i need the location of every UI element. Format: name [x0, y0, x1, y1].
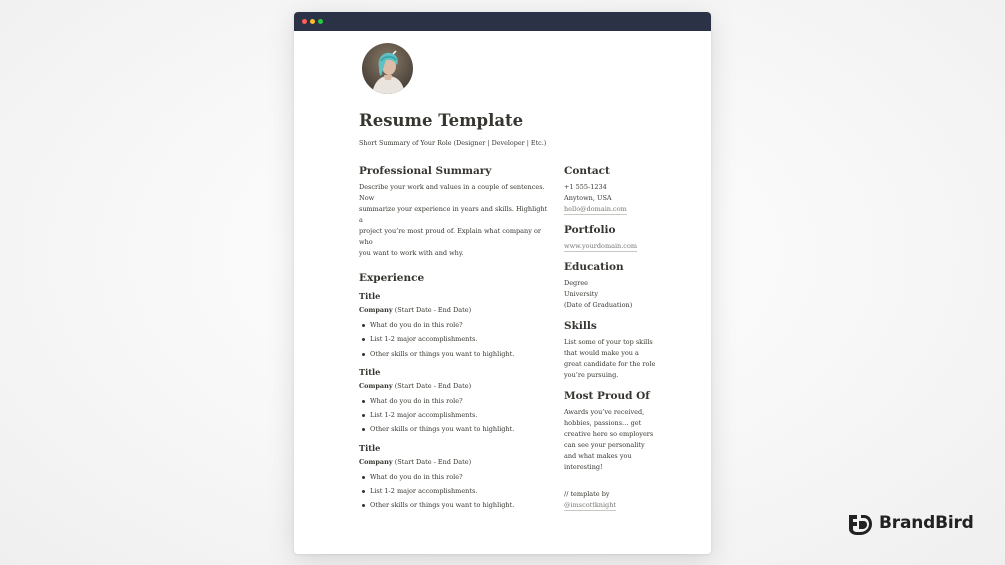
- most-proud-of-section: [564, 389, 664, 473]
- list-item: List 1-2 major accomplishments.: [370, 332, 549, 346]
- job-bullets: [359, 318, 549, 361]
- portfolio-link[interactable]: www.yourdomain.com: [564, 242, 638, 250]
- proud-heading: Most Proud Of: [564, 390, 650, 402]
- job-bullets: [359, 470, 549, 513]
- minimize-window-button[interactable]: [310, 19, 315, 24]
- job-title: Title: [359, 442, 381, 453]
- job-company: Company: [359, 457, 393, 466]
- job-entry: [359, 367, 549, 437]
- brand-name: BrandBird: [879, 513, 974, 533]
- template-credit: [564, 489, 664, 511]
- skills-line: List some of your top skills: [564, 338, 653, 346]
- list-item: What do you do in this role?: [370, 318, 549, 332]
- proud-line: can see your personality: [564, 441, 645, 449]
- avatar-photo-icon: [362, 43, 413, 94]
- proud-line: hobbies, passions… get: [564, 419, 642, 427]
- job-dates: (Start Date - End Date): [394, 306, 472, 314]
- skills-section: [564, 319, 664, 381]
- portfolio-heading: Portfolio: [564, 224, 616, 236]
- maximize-window-button[interactable]: [318, 19, 323, 24]
- education-degree: Degree: [564, 279, 589, 287]
- summary-line: Describe your work and values in a couple of sentences. Now: [359, 183, 545, 202]
- brandbird-watermark: [848, 511, 978, 537]
- browser-window: [294, 12, 711, 554]
- list-item: Other skills or things you want to highlight.: [370, 347, 549, 361]
- proud-line: creative here so employers: [564, 430, 654, 438]
- job-bullets: [359, 394, 549, 437]
- job-company: Company: [359, 381, 393, 390]
- list-item: List 1-2 major accomplishments.: [370, 484, 549, 498]
- education-date: (Date of Graduation): [564, 301, 633, 309]
- avatar: [362, 43, 413, 94]
- contact-location: Anytown, USA: [564, 194, 612, 202]
- page-title: Resume Template: [359, 111, 524, 130]
- summary-heading: Professional Summary: [359, 165, 492, 177]
- skills-heading: Skills: [564, 320, 597, 332]
- credit-handle-link[interactable]: @imscottknight: [564, 501, 617, 509]
- summary-line: project you’re most proud of. Explain what company or who: [359, 227, 541, 246]
- job-company-line: [359, 305, 549, 316]
- skills-line: that would make you a: [564, 349, 639, 357]
- job-company-line: [359, 457, 549, 468]
- proud-line: interesting!: [564, 463, 603, 471]
- window-titlebar: [294, 12, 711, 31]
- list-item: What do you do in this role?: [370, 394, 549, 408]
- left-column: [359, 164, 549, 519]
- job-dates: (Start Date - End Date): [394, 381, 472, 390]
- experience-heading: Experience: [359, 272, 425, 284]
- experience-section: [359, 271, 549, 513]
- job-title: Title: [359, 291, 381, 301]
- job-entry: [359, 291, 549, 361]
- close-window-button[interactable]: [302, 19, 307, 24]
- job-company: Company: [359, 306, 393, 314]
- summary-line: you want to work with and why.: [359, 249, 464, 257]
- contact-phone: +1 555-1234: [564, 183, 607, 191]
- contact-email-link[interactable]: hello@domain.com: [564, 205, 627, 213]
- right-column: [564, 164, 664, 511]
- list-item: Other skills or things you want to highlight.: [370, 422, 549, 436]
- education-heading: Education: [564, 261, 624, 273]
- list-item: Other skills or things you want to highlight.: [370, 498, 549, 512]
- contact-section: [564, 164, 664, 215]
- skills-line: you’re pursuing.: [564, 371, 619, 379]
- education-section: [564, 260, 664, 311]
- job-title: Title: [359, 366, 381, 377]
- role-summary: Short Summary of Your Role (Designer | Developer | Etc.): [359, 139, 547, 147]
- education-university: University: [564, 290, 599, 298]
- credit-prefix: // template by: [564, 490, 610, 498]
- list-item: List 1-2 major accomplishments.: [370, 408, 549, 422]
- proud-line: and what makes you: [564, 452, 632, 460]
- job-company-line: [359, 381, 549, 392]
- brandbird-logo-icon: [848, 513, 872, 535]
- summary-line: summarize your experience in years and skills. Highlight a: [359, 205, 548, 224]
- list-item: What do you do in this role?: [370, 470, 549, 484]
- skills-line: great candidate for the role: [564, 360, 656, 368]
- job-dates: (Start Date - End Date): [394, 457, 472, 466]
- professional-summary-section: [359, 164, 549, 259]
- proud-line: Awards you’ve received,: [564, 408, 645, 416]
- job-entry: [359, 443, 549, 513]
- portfolio-section: [564, 223, 664, 252]
- contact-heading: Contact: [564, 165, 610, 177]
